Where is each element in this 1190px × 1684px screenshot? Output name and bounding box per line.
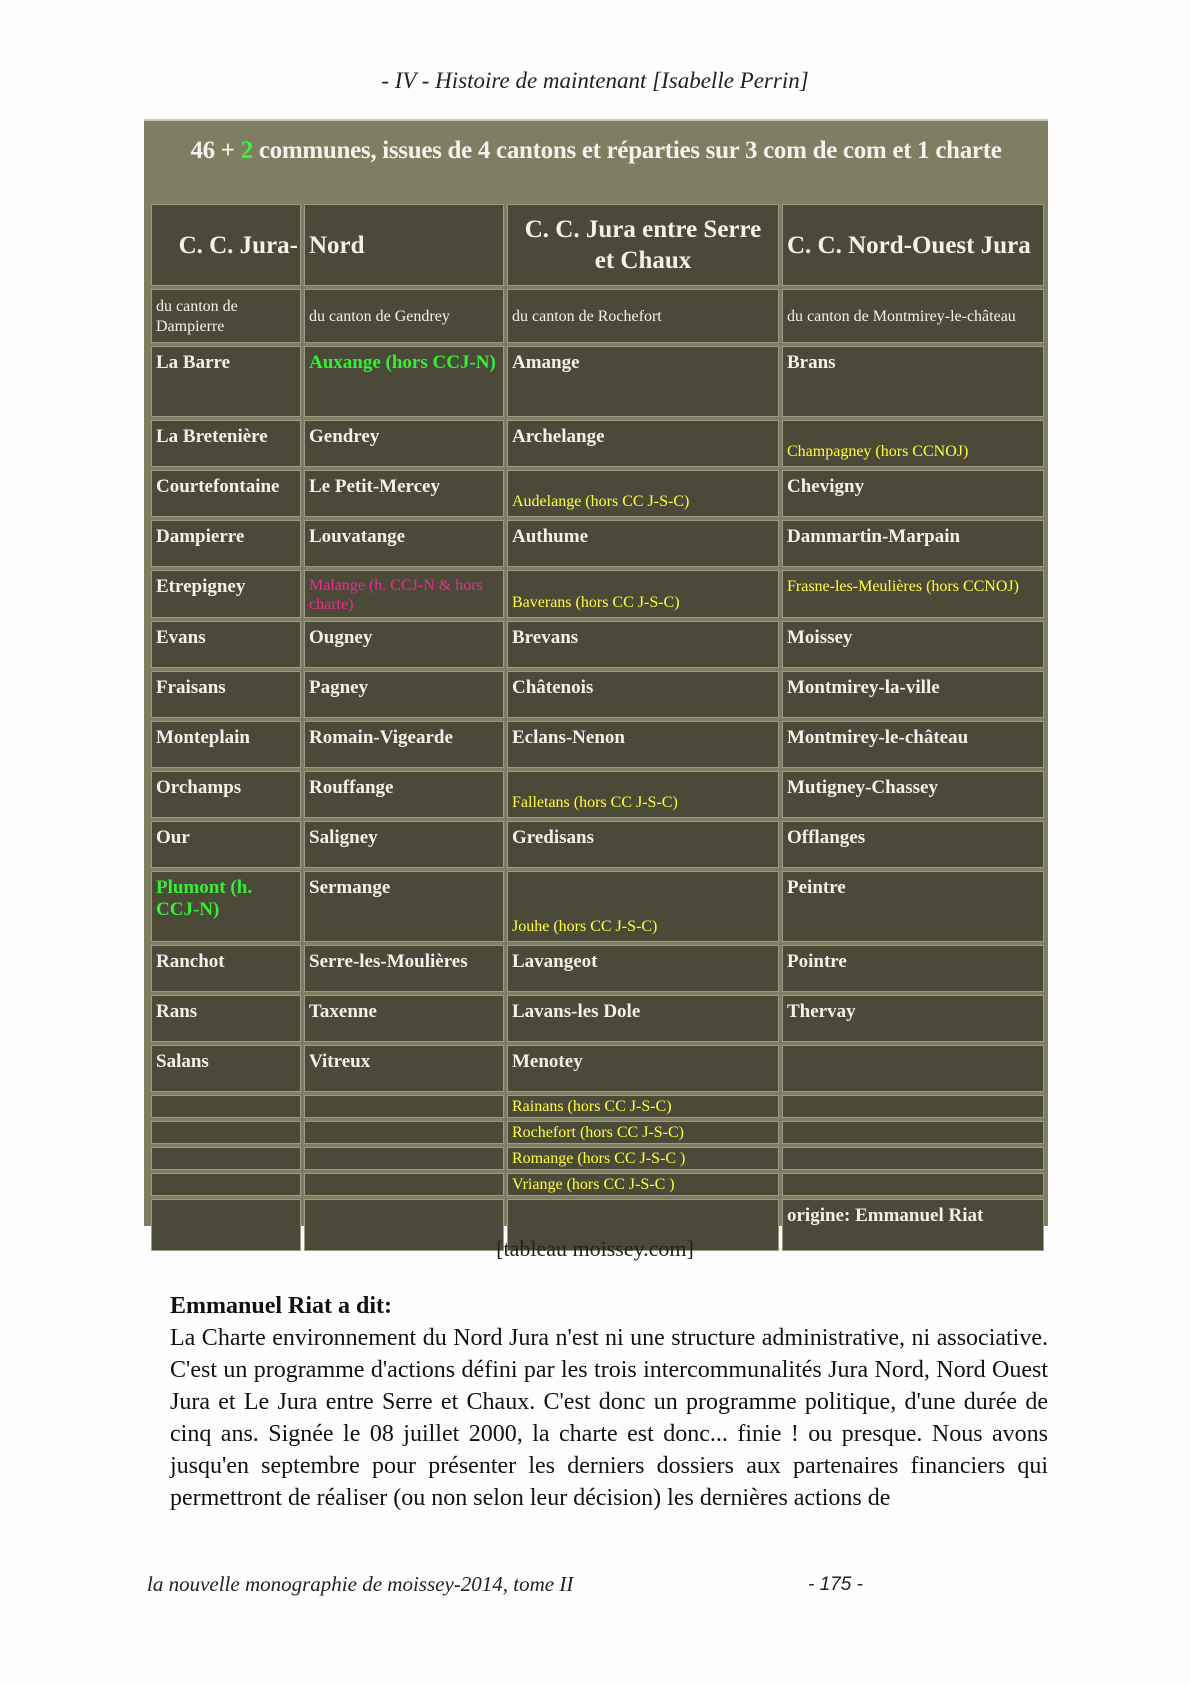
commune-cell: Le Petit-Mercey (304, 470, 504, 517)
commune-cell: Jouhe (hors CC J-S-C) (507, 871, 779, 942)
banner-prefix: 46 + (190, 137, 241, 164)
commune-cell: Sermange (304, 871, 504, 942)
table-row (151, 346, 1044, 417)
empty-cell (782, 1121, 1044, 1144)
commune-cell: Falletans (hors CC J-S-C) (507, 771, 779, 818)
table-row (151, 945, 1044, 992)
canton-montmirey: du canton de Montmirey-le-château (782, 289, 1044, 343)
commune-cell: Montmirey-le-château (782, 721, 1044, 768)
commune-cell: La Barre (151, 346, 301, 417)
empty-cell (151, 1173, 301, 1196)
table-row (151, 470, 1044, 517)
header-cc-jura-nord-a: C. C. Jura- (151, 204, 301, 286)
table-row (151, 420, 1044, 467)
empty-cell (304, 1147, 504, 1170)
commune-cell: Romain-Vigearde (304, 721, 504, 768)
table-row (151, 1121, 1044, 1144)
commune-cell: Thervay (782, 995, 1044, 1042)
empty-cell (782, 1173, 1044, 1196)
commune-cell: Orchamps (151, 771, 301, 818)
table-row (151, 821, 1044, 868)
empty-cell (151, 1121, 301, 1144)
commune-cell: Gendrey (304, 420, 504, 467)
communes-table-frame (144, 119, 1048, 1226)
table-row (151, 1147, 1044, 1170)
table-row (151, 1045, 1044, 1092)
commune-cell: Peintre (782, 871, 1044, 942)
banner-rest: communes, issues de 4 cantons et réparties sur 3 com de com et 1 charte (252, 137, 1002, 164)
commune-cell: Fraisans (151, 671, 301, 718)
commune-cell: Baverans (hors CC J-S-C) (507, 570, 779, 618)
header-cc-jura-serre-chaux: C. C. Jura entre Serre et Chaux (507, 204, 779, 286)
table-row (151, 621, 1044, 668)
commune-cell: Chevigny (782, 470, 1044, 517)
commune-cell: Vitreux (304, 1045, 504, 1092)
commune-cell: Courtefontaine (151, 470, 301, 517)
empty-cell (304, 1173, 504, 1196)
header-cc-nord-ouest-jura: C. C. Nord-Ouest Jura (782, 204, 1044, 286)
header-cc-jura-nord-b: Nord (304, 204, 504, 286)
page-header: - IV - Histoire de maintenant [Isabelle Perrin] (381, 68, 809, 93)
origin-note: origine: Emmanuel Riat (782, 1199, 1044, 1251)
commune-cell: Rans (151, 995, 301, 1042)
commune-cell: Authume (507, 520, 779, 567)
commune-cell: Evans (151, 621, 301, 668)
commune-cell: Romange (hors CC J-S-C ) (507, 1147, 779, 1170)
table-header-row (151, 204, 1044, 286)
commune-cell: Audelange (hors CC J-S-C) (507, 470, 779, 517)
commune-cell: Gredisans (507, 821, 779, 868)
article-text: La Charte environnement du Nord Jura n'est ni une structure administrative, ni associative. C'est un programme d'actions défini par les trois intercommunalités Jura Nord, Nord Ouest Jura et Le Jura entre Serre et Chaux. C'est donc un programme politique, d'une durée de cinq ans. Signée le 08 juillet 2000, la charte est donc... finie ! ou presque. Nous avons jusqu'en septembre pour présenter les derniers dossiers aux partenaires financiers qui permettront de réaliser (ou non selon leur décision) les dernières actions de (170, 1325, 1048, 1511)
table-row (151, 1095, 1044, 1118)
commune-cell: Montmirey-la-ville (782, 671, 1044, 718)
commune-cell: Monteplain (151, 721, 301, 768)
commune-cell: La Bretenière (151, 420, 301, 467)
commune-cell: Mutigney-Chassey (782, 771, 1044, 818)
commune-cell: Champagney (hors CCNOJ) (782, 420, 1044, 467)
commune-cell: Rainans (hors CC J-S-C) (507, 1095, 779, 1118)
commune-cell: Vriange (hors CC J-S-C ) (507, 1173, 779, 1196)
commune-cell: Our (151, 821, 301, 868)
commune-cell: Ougney (304, 621, 504, 668)
commune-cell: Malange (h. CCJ-N & hors charte) (304, 570, 504, 618)
empty-cell (782, 1095, 1044, 1118)
commune-cell: Louvatange (304, 520, 504, 567)
empty-cell (151, 1095, 301, 1118)
commune-cell: Dammartin-Marpain (782, 520, 1044, 567)
table-row (151, 570, 1044, 618)
commune-cell: Amange (507, 346, 779, 417)
empty-cell (151, 1147, 301, 1170)
table-caption: [tableau moissey.com] (496, 1236, 694, 1261)
commune-cell: Châtenois (507, 671, 779, 718)
commune-cell: Brans (782, 346, 1044, 417)
commune-cell: Saligney (304, 821, 504, 868)
commune-cell: Eclans-Nenon (507, 721, 779, 768)
table-row (151, 671, 1044, 718)
commune-cell: Salans (151, 1045, 301, 1092)
footer-title: la nouvelle monographie de moissey-2014, tome II (147, 1572, 574, 1596)
commune-cell: Taxenne (304, 995, 504, 1042)
commune-cell: Frasne-les-Meulières (hors CCNOJ) (782, 570, 1044, 618)
table-row (151, 771, 1044, 818)
commune-cell: Auxange (hors CCJ-N) (304, 346, 504, 417)
commune-cell: Dampierre (151, 520, 301, 567)
commune-cell: Lavangeot (507, 945, 779, 992)
table-banner (144, 137, 1048, 165)
commune-cell: Ranchot (151, 945, 301, 992)
commune-cell (782, 1045, 1044, 1092)
commune-cell: Lavans-les Dole (507, 995, 779, 1042)
commune-cell: Menotey (507, 1045, 779, 1092)
canton-rochefort: du canton de Rochefort (507, 289, 779, 343)
empty-cell (304, 1121, 504, 1144)
article-heading: Emmanuel Riat a dit: (170, 1293, 392, 1319)
table-row (151, 721, 1044, 768)
commune-cell: Brevans (507, 621, 779, 668)
commune-cell: Archelange (507, 420, 779, 467)
table-row (151, 995, 1044, 1042)
communes-table (148, 201, 1047, 1254)
canton-gendrey: du canton de Gendrey (304, 289, 504, 343)
commune-cell: Plumont (h. CCJ-N) (151, 871, 301, 942)
canton-row (151, 289, 1044, 343)
canton-dampierre: du canton de Dampierre (151, 289, 301, 343)
commune-cell: Rochefort (hors CC J-S-C) (507, 1121, 779, 1144)
commune-cell: Offlanges (782, 821, 1044, 868)
empty-cell (304, 1095, 504, 1118)
page-number: - 175 - (808, 1574, 863, 1595)
commune-cell: Pointre (782, 945, 1044, 992)
table-row (151, 871, 1044, 942)
banner-highlight: 2 (240, 137, 253, 164)
commune-cell: Serre-les-Moulières (304, 945, 504, 992)
commune-cell: Moissey (782, 621, 1044, 668)
table-row (151, 520, 1044, 567)
commune-cell: Etrepigney (151, 570, 301, 618)
commune-cell: Pagney (304, 671, 504, 718)
article-body (170, 1290, 1048, 1514)
empty-cell (782, 1147, 1044, 1170)
table-row (151, 1173, 1044, 1196)
commune-cell: Rouffange (304, 771, 504, 818)
